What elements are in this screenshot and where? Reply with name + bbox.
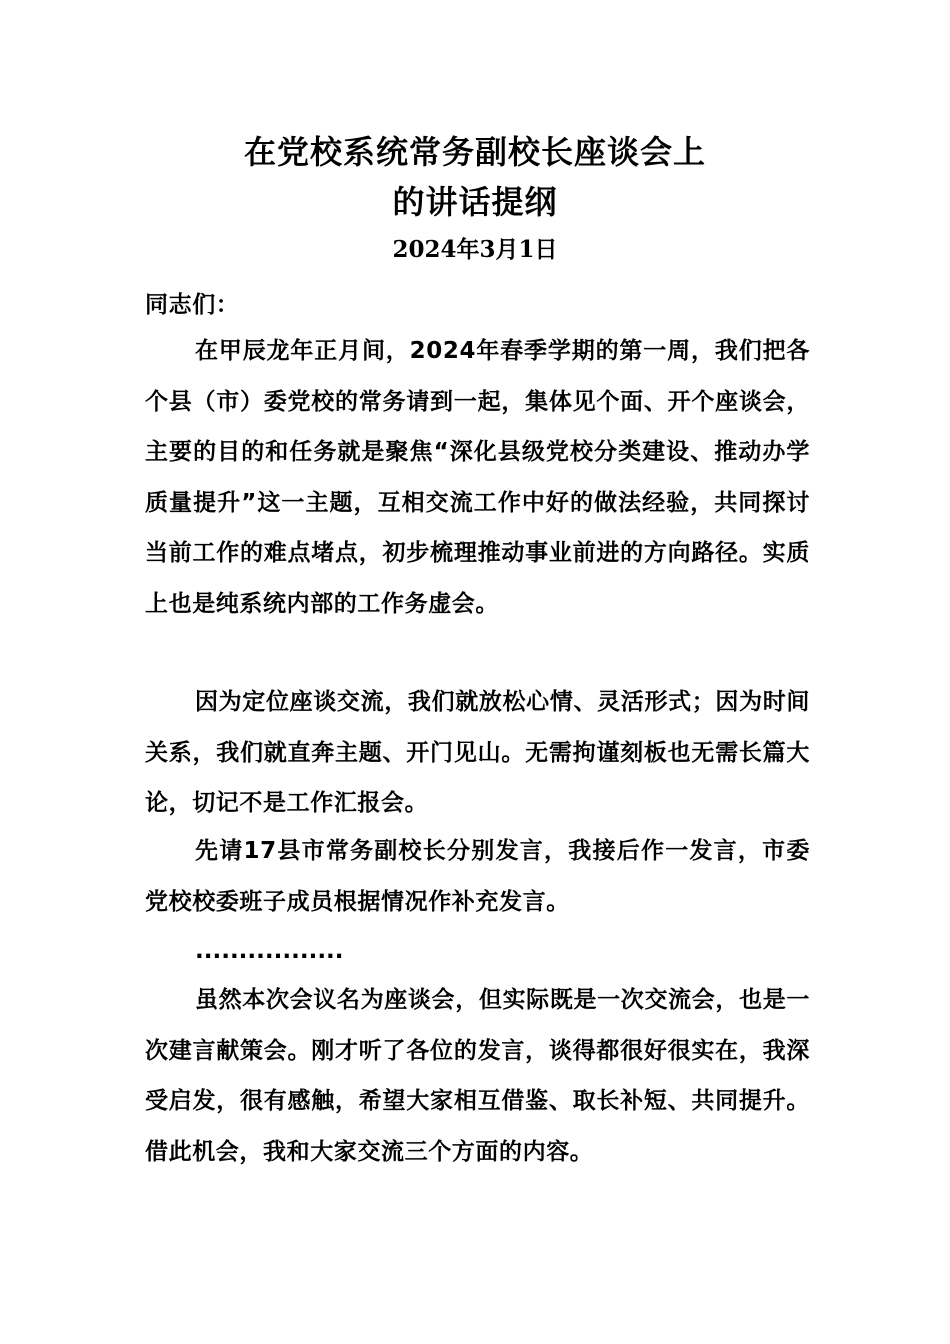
paragraph-2: 因为定位座谈交流，我们就放松心情、灵活形式；因为时间关系，我们就直奔主题、开门见山。无需拘谨刻板也无需长篇大论，切记不是工作汇报会。 — [145, 689, 810, 816]
paragraph-1: 在甲辰龙年正月间，2024年春季学期的第一周，我们把各个县（市）委党校的常务请到一起，集体见个面、开个座谈会，主要的目的和任务就是聚焦“深化县级党校分类建设、推动办学质量提升”这一主题，互相交流工作中好的做法经验，共同探讨当前工作的难点堵点，初步梳理推动事业前进的方向路径。实质上也是纯系统内部的工作务虚会。 — [145, 338, 810, 617]
paragraph-3: 先请17县市常务副校长分别发言，我接后作一发言，市委党校校委班子成员根据情况作补充发言。 — [145, 838, 810, 915]
paragraph-4: 虽然本次会议名为座谈会，但实际既是一次交流会，也是一次建言献策会。刚才听了各位的发言，谈得都很好很实在，我深受启发，很有感触，希望大家相互借鉴、取长补短、共同提升。借此机会，我和大家交流三个方面的内容。 — [145, 987, 810, 1165]
document-title-line-2: 的讲话提纲 — [392, 183, 558, 221]
ellipsis-separator: ................. — [195, 938, 344, 964]
salutation: 同志们： — [145, 292, 240, 318]
document-title-line-1: 在党校系统常务副校长座谈会上 — [243, 133, 706, 171]
document-date: 2024年3月1日 — [392, 236, 558, 263]
